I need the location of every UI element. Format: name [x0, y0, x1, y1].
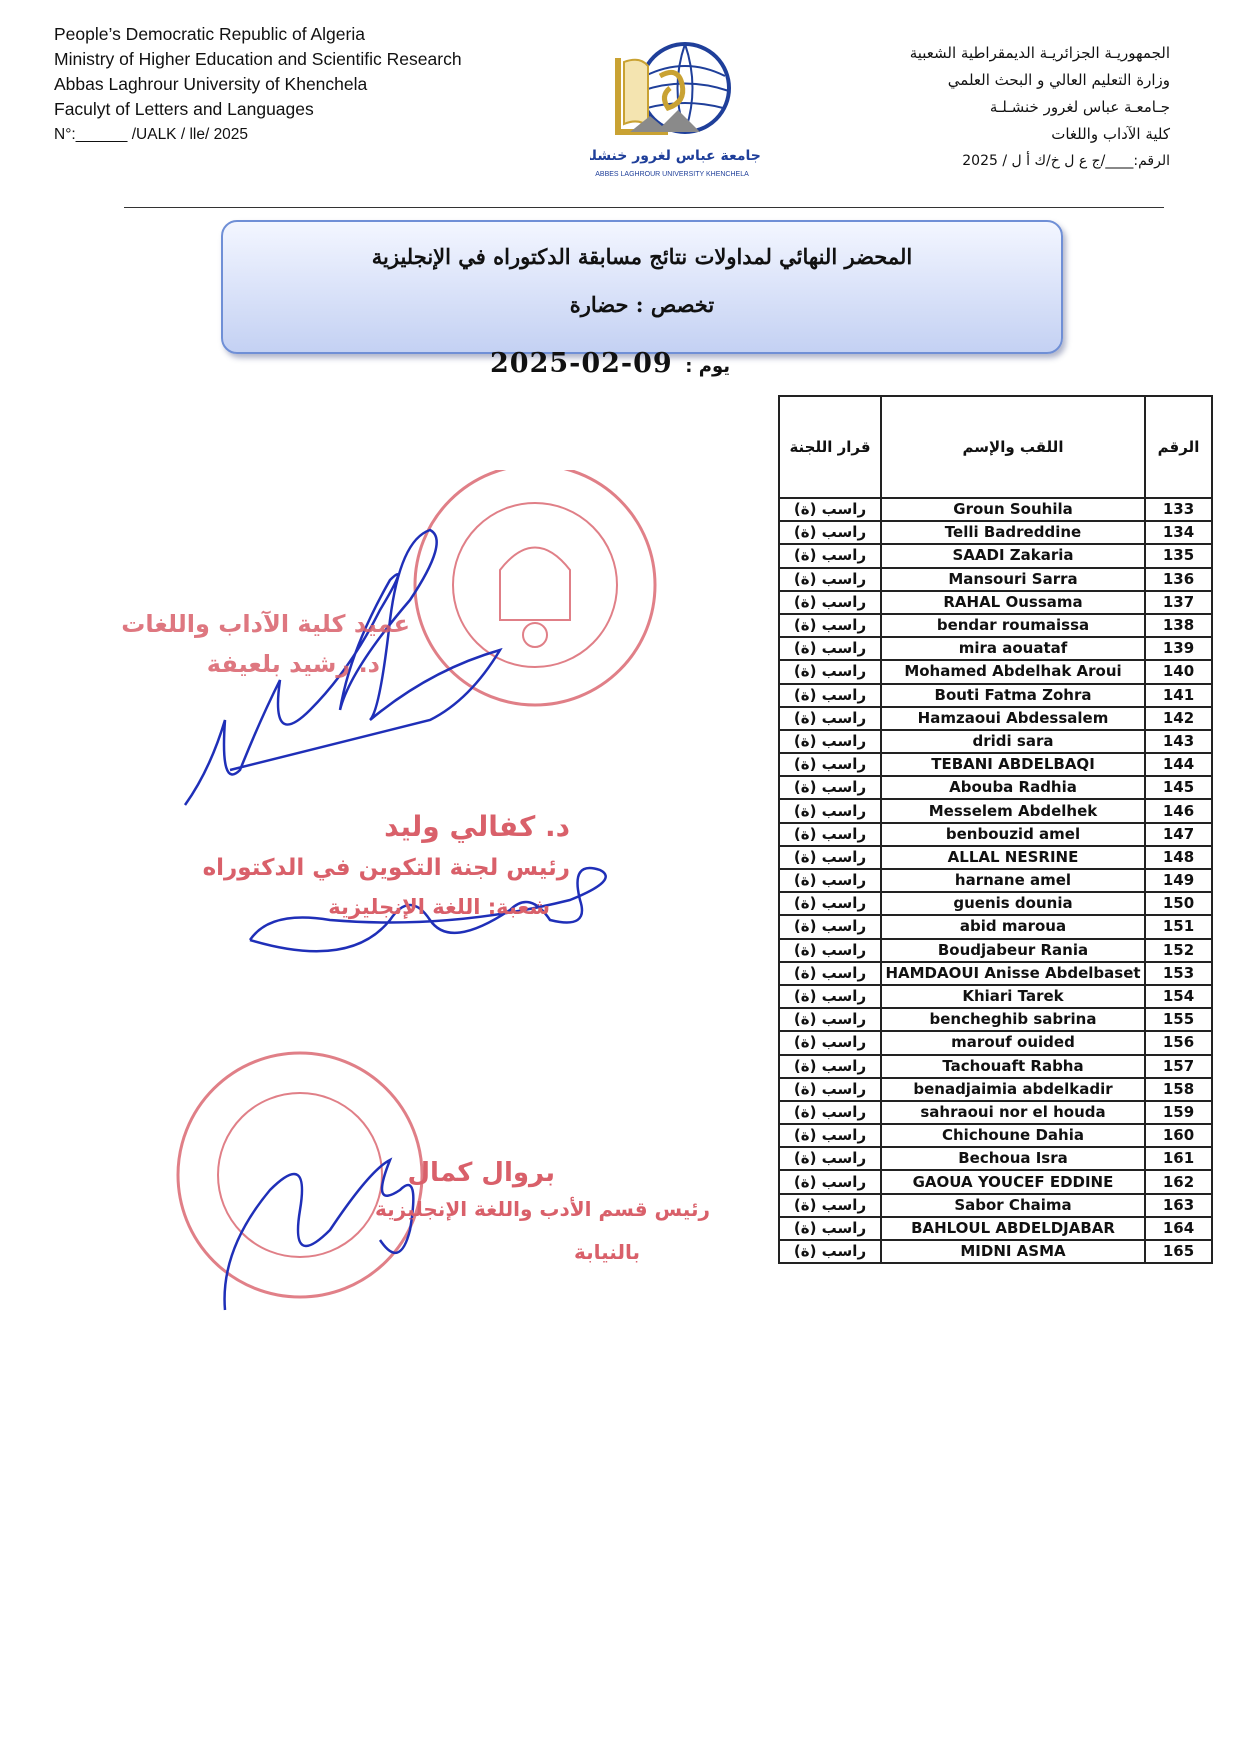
table-row	[779, 614, 1212, 637]
table-row	[779, 753, 1212, 776]
row-number: 141	[1145, 684, 1212, 707]
header-faculty: Faculyt of Letters and Languages	[54, 99, 314, 119]
session-date: 2025-02-09	[490, 348, 673, 379]
row-number: 156	[1145, 1031, 1212, 1054]
header-faculty-ar: كلية الآداب واللغات	[1051, 125, 1170, 143]
row-number: 147	[1145, 823, 1212, 846]
row-number: 148	[1145, 846, 1212, 869]
head-stamp-note: بالنيابة	[573, 1240, 640, 1264]
row-name: MIDNI ASMA	[881, 1240, 1145, 1263]
row-name: benbouzid amel	[881, 823, 1145, 846]
table-row	[779, 915, 1212, 938]
university-logo	[590, 36, 766, 192]
table-row	[779, 985, 1212, 1008]
table-row	[779, 846, 1212, 869]
row-name: Khiari Tarek	[881, 985, 1145, 1008]
table-header-row	[779, 396, 1212, 498]
row-name: TEBANI ABDELBAQI	[881, 753, 1145, 776]
header-right-block	[790, 40, 1170, 175]
row-decision: راسب (ة)	[779, 730, 881, 753]
document-title: المحضر النهائي لمداولات نتائج مسابقة الدكتوراه في الإنجليزية	[371, 244, 913, 269]
header-left-block	[54, 22, 524, 147]
table-row	[779, 591, 1212, 614]
header-decision: قرار اللجنة	[779, 396, 881, 498]
table-row	[779, 521, 1212, 544]
logo-english-text: ABBES LAGHROUR UNIVERSITY KHENCHELA	[595, 171, 749, 178]
chair-stamp-branch: شعبة: اللغة الإنجليزية	[328, 895, 550, 919]
stamps-and-signatures	[121, 470, 710, 1340]
row-decision: راسب (ة)	[779, 962, 881, 985]
table-row	[779, 962, 1212, 985]
row-number: 158	[1145, 1078, 1212, 1101]
header-reference-number-ar: الرقم:____/ج ع ل خ/ك أ ل / 2025	[962, 153, 1170, 169]
specialty-label: تخصص : حضارة	[569, 292, 715, 317]
row-number: 165	[1145, 1240, 1212, 1263]
row-name: ALLAL NESRINE	[881, 846, 1145, 869]
header-divider	[124, 207, 1164, 208]
row-name: Tachouaft Rabha	[881, 1055, 1145, 1078]
table-row	[779, 684, 1212, 707]
logo-arabic-text: جامعة عباس لغرور خنشلة	[590, 148, 761, 164]
row-decision: راسب (ة)	[779, 1217, 881, 1240]
header-reference-number: N°:______ /UALK / lle/ 2025	[54, 126, 249, 143]
row-name: Boudjabeur Rania	[881, 939, 1145, 962]
row-name: marouf ouided	[881, 1031, 1145, 1054]
row-name: Abouba Radhia	[881, 776, 1145, 799]
row-name: Telli Badreddine	[881, 521, 1145, 544]
row-decision: راسب (ة)	[779, 915, 881, 938]
table-row	[779, 1124, 1212, 1147]
table-row	[779, 660, 1212, 683]
table-row	[779, 1194, 1212, 1217]
row-decision: راسب (ة)	[779, 892, 881, 915]
table-row	[779, 707, 1212, 730]
session-date-line	[480, 346, 740, 386]
row-name: BAHLOUL ABDELDJABAR	[881, 1217, 1145, 1240]
row-name: mira aouataf	[881, 637, 1145, 660]
row-number: 144	[1145, 753, 1212, 776]
chair-stamp-name: د. كفالي وليد	[384, 810, 570, 843]
row-number: 139	[1145, 637, 1212, 660]
table-row	[779, 730, 1212, 753]
table-row	[779, 1031, 1212, 1054]
row-decision: راسب (ة)	[779, 1124, 881, 1147]
results-table	[778, 395, 1213, 1264]
row-decision: راسب (ة)	[779, 1078, 881, 1101]
row-decision: راسب (ة)	[779, 1194, 881, 1217]
row-decision: راسب (ة)	[779, 544, 881, 567]
row-number: 154	[1145, 985, 1212, 1008]
row-decision: راسب (ة)	[779, 498, 881, 521]
row-decision: راسب (ة)	[779, 823, 881, 846]
header-ministry: Ministry of Higher Education and Scientific Research	[54, 49, 462, 69]
row-number: 140	[1145, 660, 1212, 683]
row-decision: راسب (ة)	[779, 521, 881, 544]
header-country-ar: الجمهوريـة الجزائريـة الديمقراطية الشعبية	[909, 44, 1170, 62]
table-row	[779, 776, 1212, 799]
table-row	[779, 1055, 1212, 1078]
chair-stamp-title: رئيس لجنة التكوين في الدكتوراه	[202, 855, 570, 881]
head-stamp-title: رئيس قسم الأدب واللغة الإنجليزية	[374, 1197, 710, 1221]
row-number: 135	[1145, 544, 1212, 567]
row-number: 164	[1145, 1217, 1212, 1240]
row-decision: راسب (ة)	[779, 1008, 881, 1031]
row-name: abid maroua	[881, 915, 1145, 938]
table-row	[779, 1008, 1212, 1031]
row-number: 161	[1145, 1147, 1212, 1170]
row-name: RAHAL Oussama	[881, 591, 1145, 614]
dean-stamp-title: عميد كلية الآداب واللغات	[121, 610, 410, 638]
row-name: Messelem Abdelhek	[881, 799, 1145, 822]
university-logo-icon	[590, 36, 766, 192]
header-number: الرقم	[1145, 396, 1212, 498]
table-row	[779, 1170, 1212, 1193]
table-row	[779, 939, 1212, 962]
row-decision: راسب (ة)	[779, 799, 881, 822]
row-name: Mansouri Sarra	[881, 568, 1145, 591]
row-number: 145	[1145, 776, 1212, 799]
row-decision: راسب (ة)	[779, 1055, 881, 1078]
row-number: 133	[1145, 498, 1212, 521]
header-name: اللقب والإسم	[881, 396, 1145, 498]
header-ministry-ar: وزارة التعليم العالي و البحث العلمي	[947, 71, 1170, 89]
head-stamp-name: بروال كمال	[407, 1158, 555, 1188]
row-number: 157	[1145, 1055, 1212, 1078]
row-name: Bouti Fatma Zohra	[881, 684, 1145, 707]
row-name: Hamzaoui Abdessalem	[881, 707, 1145, 730]
row-name: guenis dounia	[881, 892, 1145, 915]
row-decision: راسب (ة)	[779, 1240, 881, 1263]
row-number: 152	[1145, 939, 1212, 962]
row-decision: راسب (ة)	[779, 1147, 881, 1170]
table-row	[779, 568, 1212, 591]
header-country: People’s Democratic Republic of Algeria	[54, 24, 365, 44]
row-number: 146	[1145, 799, 1212, 822]
row-decision: راسب (ة)	[779, 614, 881, 637]
table-row	[779, 1240, 1212, 1263]
day-label: يوم :	[685, 356, 730, 377]
row-decision: راسب (ة)	[779, 985, 881, 1008]
table-row	[779, 869, 1212, 892]
row-name: bendar roumaissa	[881, 614, 1145, 637]
table-row	[779, 498, 1212, 521]
table-row	[779, 799, 1212, 822]
row-name: GAOUA YOUCEF EDDINE	[881, 1170, 1145, 1193]
faculty-seal-icon	[415, 470, 655, 705]
row-name: Sabor Chaima	[881, 1194, 1145, 1217]
row-number: 143	[1145, 730, 1212, 753]
row-decision: راسب (ة)	[779, 591, 881, 614]
row-number: 160	[1145, 1124, 1212, 1147]
row-name: dridi sara	[881, 730, 1145, 753]
row-name: SAADI Zakaria	[881, 544, 1145, 567]
row-decision: راسب (ة)	[779, 660, 881, 683]
row-decision: راسب (ة)	[779, 637, 881, 660]
table-row	[779, 1217, 1212, 1240]
results-table-body	[779, 498, 1212, 1263]
header-university-ar: جـامعـة عباس لغرور خنشـلـة	[989, 98, 1170, 116]
row-number: 138	[1145, 614, 1212, 637]
table-row	[779, 544, 1212, 567]
row-decision: راسب (ة)	[779, 776, 881, 799]
row-name: Chichoune Dahia	[881, 1124, 1145, 1147]
row-decision: راسب (ة)	[779, 684, 881, 707]
row-decision: راسب (ة)	[779, 869, 881, 892]
row-number: 153	[1145, 962, 1212, 985]
row-number: 134	[1145, 521, 1212, 544]
row-number: 142	[1145, 707, 1212, 730]
row-name: Bechoua Isra	[881, 1147, 1145, 1170]
row-name: bencheghib sabrina	[881, 1008, 1145, 1031]
table-row	[779, 892, 1212, 915]
row-decision: راسب (ة)	[779, 846, 881, 869]
header-university: Abbas Laghrour University of Khenchela	[54, 74, 368, 94]
row-number: 149	[1145, 869, 1212, 892]
row-decision: راسب (ة)	[779, 1031, 881, 1054]
table-row	[779, 637, 1212, 660]
row-name: benadjaimia abdelkadir	[881, 1078, 1145, 1101]
row-number: 163	[1145, 1194, 1212, 1217]
row-decision: راسب (ة)	[779, 753, 881, 776]
row-name: Groun Souhila	[881, 498, 1145, 521]
row-name: sahraoui nor el houda	[881, 1101, 1145, 1124]
table-row	[779, 1078, 1212, 1101]
table-row	[779, 823, 1212, 846]
row-decision: راسب (ة)	[779, 1170, 881, 1193]
row-decision: راسب (ة)	[779, 939, 881, 962]
row-number: 162	[1145, 1170, 1212, 1193]
row-decision: راسب (ة)	[779, 707, 881, 730]
row-number: 137	[1145, 591, 1212, 614]
row-name: harnane amel	[881, 869, 1145, 892]
row-name: Mohamed Abdelhak Aroui	[881, 660, 1145, 683]
row-decision: راسب (ة)	[779, 568, 881, 591]
table-row	[779, 1147, 1212, 1170]
row-number: 150	[1145, 892, 1212, 915]
row-number: 159	[1145, 1101, 1212, 1124]
dean-stamp-name: د. رشيد بلعيفة	[206, 650, 380, 678]
row-decision: راسب (ة)	[779, 1101, 881, 1124]
table-row	[779, 1101, 1212, 1124]
row-name: HAMDAOUI Anisse Abdelbaset	[881, 962, 1145, 985]
row-number: 151	[1145, 915, 1212, 938]
row-number: 155	[1145, 1008, 1212, 1031]
title-banner	[221, 220, 1063, 354]
row-number: 136	[1145, 568, 1212, 591]
